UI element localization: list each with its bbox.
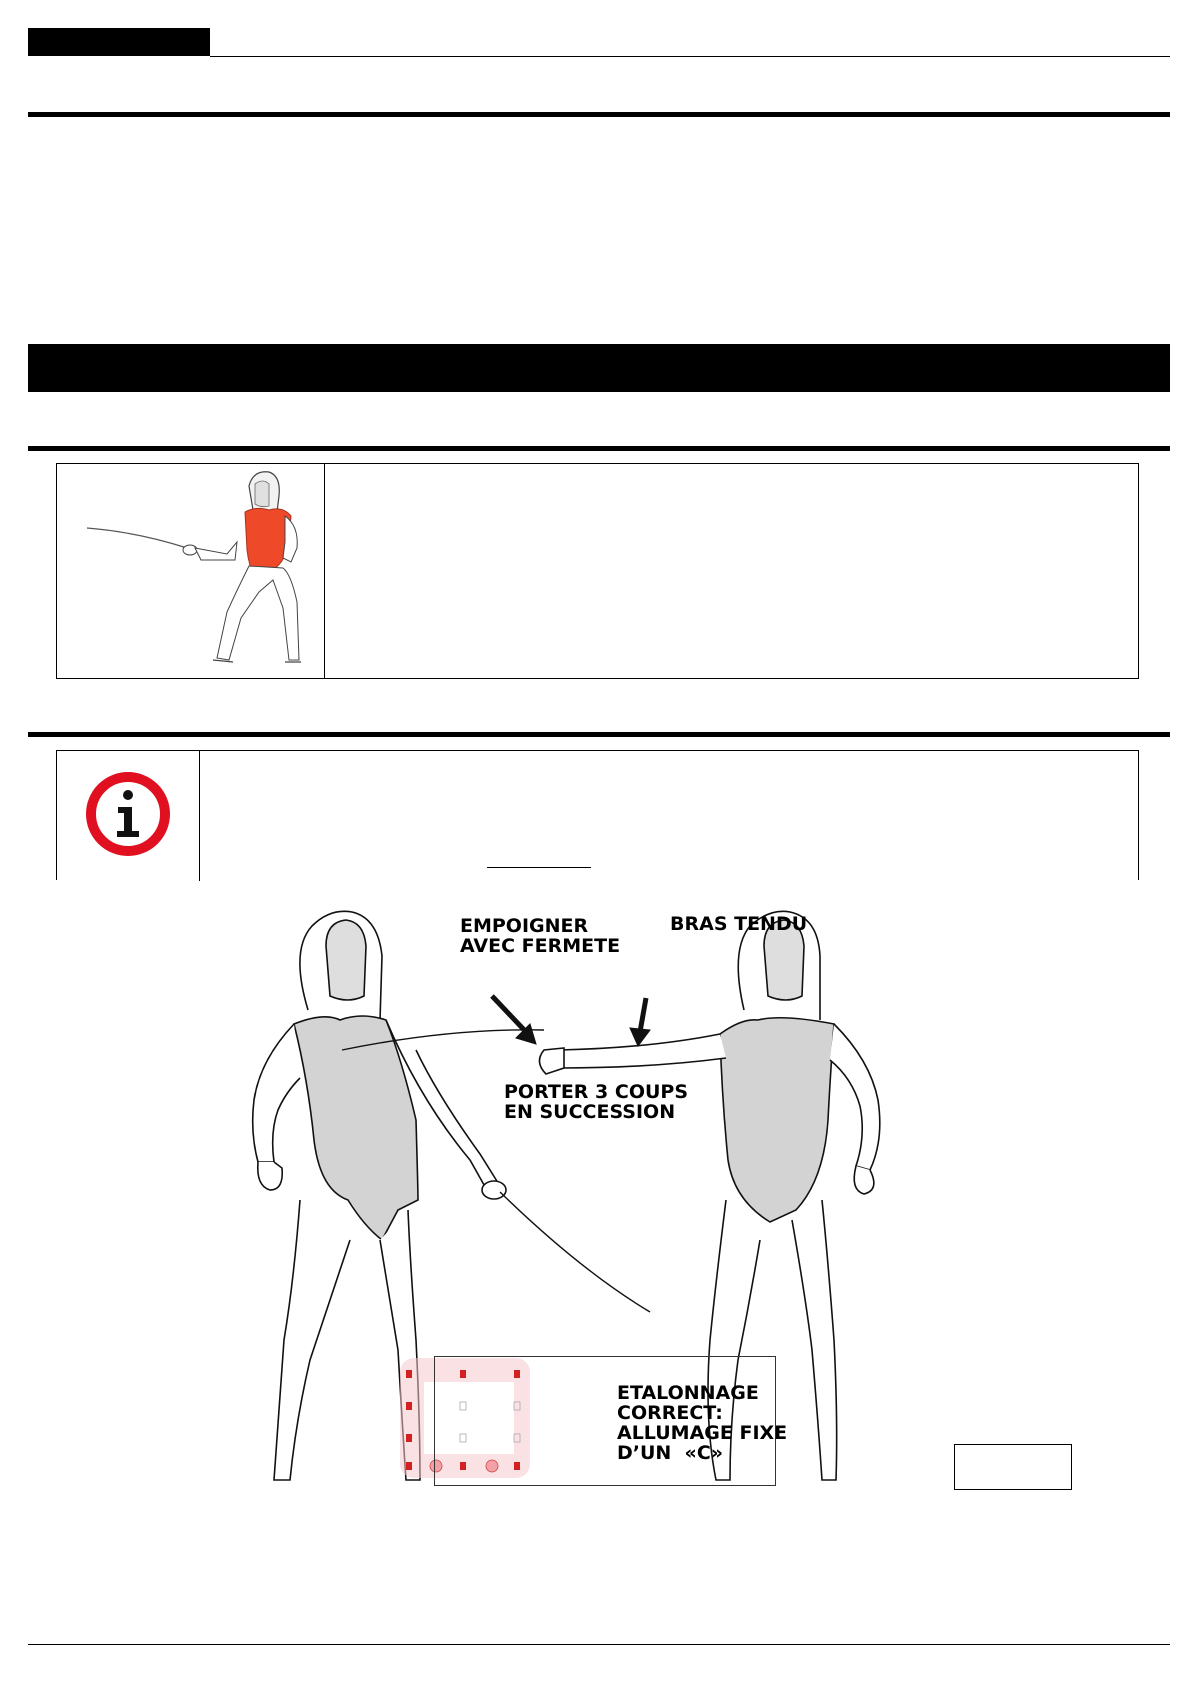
annotation-arm: BRAS TENDU — [670, 913, 808, 935]
section-rule-1 — [28, 112, 1170, 117]
info-underline — [487, 867, 591, 868]
arrow-grip-icon — [492, 996, 536, 1044]
header-rule — [210, 56, 1170, 57]
footer-rule — [28, 1644, 1170, 1645]
fencer-lunge-illustration — [77, 470, 317, 674]
fencing-calibration-illustration — [230, 900, 990, 1500]
section-rule-2 — [28, 446, 1170, 451]
info-box — [56, 750, 1139, 880]
section-rule-3 — [28, 732, 1170, 737]
arrow-arm-icon — [630, 998, 650, 1046]
annotation-hits: PORTER 3 COUPS EN SUCCESSION — [504, 1081, 689, 1123]
calibration-panel-text: ETALONNAGE CORRECT: ALLUMAGE FIXE D’UN «C» — [617, 1382, 788, 1464]
fencer-box-divider — [324, 464, 325, 678]
fencer-info-box — [56, 463, 1139, 679]
figure-label-box — [954, 1444, 1072, 1490]
annotation-grip: EMPOIGNER AVEC FERMETE — [460, 915, 621, 957]
calibration-panel — [434, 1356, 788, 1486]
section-banner — [28, 344, 1170, 392]
header-block — [28, 28, 210, 56]
info-box-divider — [199, 751, 200, 881]
info-icon — [85, 771, 171, 857]
